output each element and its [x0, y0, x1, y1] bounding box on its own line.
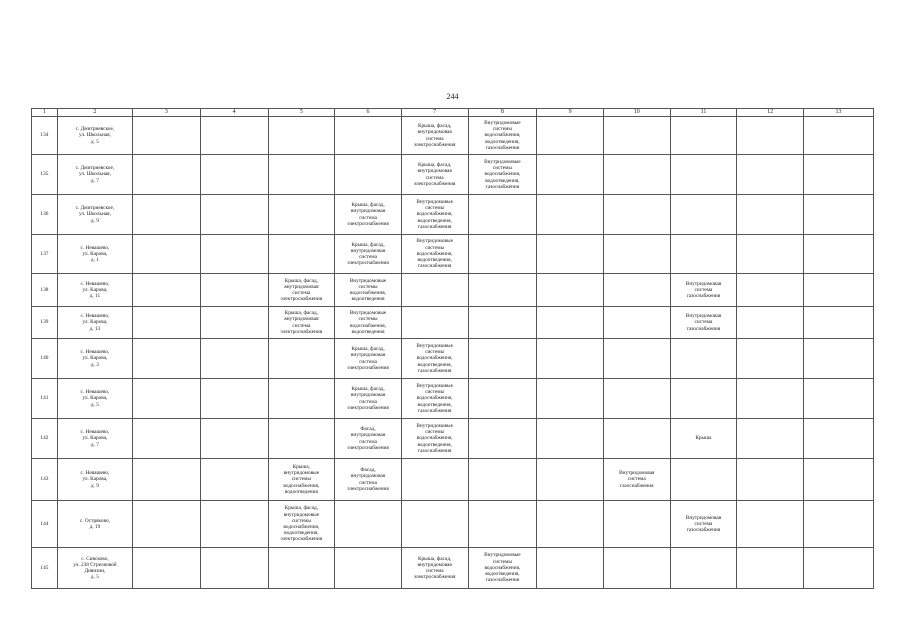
empty-cell [670, 235, 737, 274]
work-cell: Внутридомовая система газоснабжения [670, 274, 737, 307]
empty-cell [133, 459, 201, 501]
header-cell: 11 [670, 109, 737, 117]
empty-cell [670, 117, 737, 155]
empty-cell [737, 339, 804, 379]
work-cell: Внутридомовые системы водоснабжения, водоотведения [335, 274, 402, 307]
empty-cell [200, 274, 268, 307]
header-cell: 13 [803, 109, 873, 117]
empty-cell [133, 548, 201, 589]
work-cell: Внутридомовые системы водоснабжения, водоотведения, газоснабжения [468, 117, 537, 155]
work-cell: Крыша, фасад, внутридомовая система электроснабжения [268, 307, 335, 339]
empty-cell [133, 339, 201, 379]
empty-cell [737, 195, 804, 235]
empty-cell [603, 307, 670, 339]
empty-cell [803, 117, 873, 155]
empty-cell [200, 548, 268, 589]
empty-cell [803, 307, 873, 339]
empty-cell [468, 379, 537, 419]
address-cell: с. Невашево, ул. Карова, д. 9 [57, 459, 132, 501]
work-cell: Внутридомовые системы водоснабжения, водоотведения, газоснабжения [401, 339, 468, 379]
work-cell: Внутридомовые системы водоснабжения, водоотведения, газоснабжения [401, 379, 468, 419]
work-cell: Внутридомовые системы водоснабжения, водоотведения, газоснабжения [468, 548, 537, 589]
empty-cell [537, 419, 604, 459]
work-cell: Фасад, внутридомовая система электроснабжения [335, 419, 402, 459]
empty-cell [737, 501, 804, 548]
empty-cell [537, 274, 604, 307]
empty-cell [133, 307, 201, 339]
table-row [32, 339, 874, 379]
work-cell: Крыша, фасад, внутридомовая система электроснабжения [401, 548, 468, 589]
header-cell: 9 [537, 109, 604, 117]
work-cell: Внутридомовые системы водоснабжения, водоотведения, газоснабжения [401, 419, 468, 459]
header-cell: 7 [401, 109, 468, 117]
empty-cell [537, 235, 604, 274]
work-cell: Крыша, фасад, внутридомовая система электроснабжения [268, 274, 335, 307]
empty-cell [537, 501, 604, 548]
table-row [32, 379, 874, 419]
empty-cell [537, 548, 604, 589]
empty-cell [468, 195, 537, 235]
empty-cell [268, 339, 335, 379]
work-cell: Крыша, фасад, внутридомовая система электроснабжения [335, 339, 402, 379]
empty-cell [803, 274, 873, 307]
empty-cell [133, 274, 201, 307]
header-cell: 4 [200, 109, 268, 117]
empty-cell [200, 379, 268, 419]
empty-cell [133, 117, 201, 155]
address-cell: с. Дмитриевское, ул. Школьная, д. 9 [57, 195, 132, 235]
empty-cell [670, 195, 737, 235]
empty-cell [737, 235, 804, 274]
empty-cell [335, 155, 402, 195]
row-number: 144 [32, 501, 58, 548]
empty-cell [200, 155, 268, 195]
empty-cell [268, 195, 335, 235]
empty-cell [335, 117, 402, 155]
header-cell: 2 [57, 109, 132, 117]
empty-cell [200, 419, 268, 459]
empty-cell [603, 195, 670, 235]
address-cell: с. Невашево, ул. Карова, д. 11 [57, 274, 132, 307]
empty-cell [200, 501, 268, 548]
empty-cell [537, 195, 604, 235]
address-cell: с. Дмитриевское, ул. Школьная, д. 5 [57, 117, 132, 155]
empty-cell [468, 274, 537, 307]
address-cell: с. Невашево, ул. Карова, д. 5 [57, 379, 132, 419]
work-cell: Внутридомовая система газоснабжения [603, 459, 670, 501]
work-cell: Крыша [670, 419, 737, 459]
empty-cell [737, 459, 804, 501]
empty-cell [200, 307, 268, 339]
row-number: 134 [32, 117, 58, 155]
address-cell: с. Невашево, ул. Карова, д. 7 [57, 419, 132, 459]
header-row [32, 109, 874, 117]
empty-cell [670, 548, 737, 589]
row-number: 135 [32, 155, 58, 195]
repair-schedule-table [31, 108, 874, 589]
empty-cell [670, 155, 737, 195]
work-cell: Крыша, фасад, внутридомовая система электроснабжения [335, 195, 402, 235]
header-cell: 8 [468, 109, 537, 117]
empty-cell [603, 339, 670, 379]
empty-cell [133, 419, 201, 459]
table-row [32, 117, 874, 155]
work-cell: Крыша, фасад, внутридомовая система электроснабжения [401, 155, 468, 195]
header-cell: 5 [268, 109, 335, 117]
empty-cell [268, 235, 335, 274]
empty-cell [268, 379, 335, 419]
header-cell: 10 [603, 109, 670, 117]
empty-cell [335, 548, 402, 589]
row-number: 136 [32, 195, 58, 235]
work-cell: Крыша, фасад, внутридомовые системы водоснабжения, водоотведения, электроснабжения [268, 501, 335, 548]
empty-cell [670, 339, 737, 379]
empty-cell [603, 235, 670, 274]
row-number: 141 [32, 379, 58, 419]
table-row [32, 195, 874, 235]
empty-cell [401, 459, 468, 501]
empty-cell [537, 117, 604, 155]
empty-cell [133, 235, 201, 274]
empty-cell [537, 379, 604, 419]
empty-cell [268, 155, 335, 195]
empty-cell [200, 235, 268, 274]
address-cell: с. Невашево, ул. Карова, д. 3 [57, 339, 132, 379]
work-cell: Внутридомовые системы водоснабжения, водоотведения, газоснабжения [401, 195, 468, 235]
empty-cell [537, 155, 604, 195]
table-row [32, 155, 874, 195]
table-row [32, 307, 874, 339]
empty-cell [670, 379, 737, 419]
empty-cell [737, 548, 804, 589]
empty-cell [603, 274, 670, 307]
empty-cell [803, 501, 873, 548]
empty-cell [803, 379, 873, 419]
empty-cell [737, 117, 804, 155]
header-cell: 1 [32, 109, 58, 117]
empty-cell [133, 155, 201, 195]
page-number: 244 [446, 92, 459, 101]
empty-cell [401, 501, 468, 548]
empty-cell [670, 459, 737, 501]
empty-cell [200, 459, 268, 501]
empty-cell [468, 419, 537, 459]
empty-cell [200, 195, 268, 235]
empty-cell [335, 501, 402, 548]
header-cell: 3 [133, 109, 201, 117]
empty-cell [133, 379, 201, 419]
address-cell: с. Остряково, д. 19 [57, 501, 132, 548]
empty-cell [268, 419, 335, 459]
row-number: 138 [32, 274, 58, 307]
work-cell: Крыша, фасад, внутридомовая система электроснабжения [335, 235, 402, 274]
table-row [32, 419, 874, 459]
empty-cell [803, 155, 873, 195]
address-cell: с. Невашево, ул. Карова, д. 1 [57, 235, 132, 274]
empty-cell [537, 307, 604, 339]
row-number: 145 [32, 548, 58, 589]
empty-cell [603, 419, 670, 459]
table-row [32, 459, 874, 501]
table-row [32, 235, 874, 274]
empty-cell [133, 195, 201, 235]
empty-cell [200, 117, 268, 155]
table-row [32, 501, 874, 548]
empty-cell [133, 501, 201, 548]
empty-cell [603, 117, 670, 155]
empty-cell [737, 307, 804, 339]
empty-cell [401, 274, 468, 307]
empty-cell [803, 459, 873, 501]
row-number: 143 [32, 459, 58, 501]
empty-cell [401, 307, 468, 339]
empty-cell [468, 459, 537, 501]
empty-cell [803, 548, 873, 589]
empty-cell [737, 155, 804, 195]
empty-cell [803, 419, 873, 459]
work-cell: Фасад, внутридомовая система электроснабжения [335, 459, 402, 501]
empty-cell [803, 235, 873, 274]
address-cell: с. Дмитриевское, ул. Школьная, д. 7 [57, 155, 132, 195]
table-row [32, 548, 874, 589]
row-number: 142 [32, 419, 58, 459]
header-cell: 12 [737, 109, 804, 117]
empty-cell [803, 339, 873, 379]
empty-cell [603, 379, 670, 419]
row-number: 140 [32, 339, 58, 379]
address-cell: с. Сивсково, ул. 238 Стрелковой Дивизии, д. 5 [57, 548, 132, 589]
row-number: 137 [32, 235, 58, 274]
empty-cell [803, 195, 873, 235]
address-cell: с. Невашево, ул. Карова, д. 13 [57, 307, 132, 339]
empty-cell [603, 548, 670, 589]
work-cell: Внутридомовая система газоснабжения [670, 501, 737, 548]
work-cell: Внутридомовая система газоснабжения [670, 307, 737, 339]
work-cell: Внутридомовые системы водоснабжения, водоотведения, газоснабжения [401, 235, 468, 274]
empty-cell [200, 339, 268, 379]
empty-cell [468, 501, 537, 548]
empty-cell [268, 548, 335, 589]
work-cell: Крыша, фасад, внутридомовая система электроснабжения [335, 379, 402, 419]
row-number: 139 [32, 307, 58, 339]
empty-cell [737, 379, 804, 419]
work-cell: Внутридомовые системы водоснабжения, водоотведения, газоснабжения [468, 155, 537, 195]
empty-cell [603, 501, 670, 548]
empty-cell [537, 339, 604, 379]
work-cell: Крыша, внутридомовые системы водоснабжения, водоотведения [268, 459, 335, 501]
empty-cell [603, 155, 670, 195]
empty-cell [468, 307, 537, 339]
empty-cell [737, 274, 804, 307]
empty-cell [737, 419, 804, 459]
empty-cell [468, 235, 537, 274]
work-cell: Крыша, фасад, внутридомовая система электроснабжения [401, 117, 468, 155]
empty-cell [268, 117, 335, 155]
work-cell: Внутридомовые системы водоснабжения, водоотведения [335, 307, 402, 339]
header-cell: 6 [335, 109, 402, 117]
empty-cell [537, 459, 604, 501]
empty-cell [468, 339, 537, 379]
table-row [32, 274, 874, 307]
